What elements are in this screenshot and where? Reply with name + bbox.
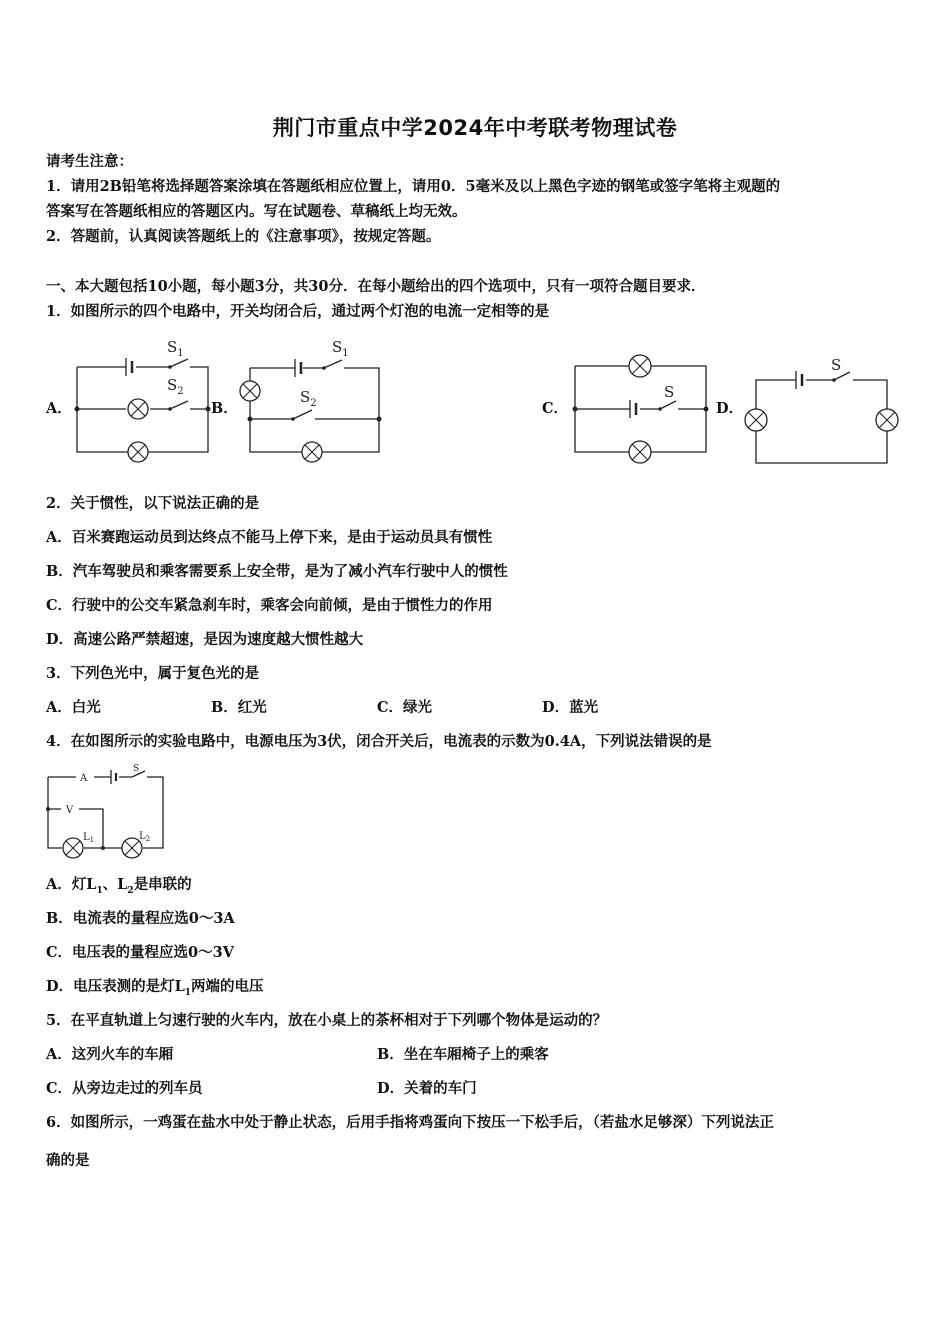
q3-option-d: D．蓝光 bbox=[542, 699, 599, 716]
q3-option-c: C．绿光 bbox=[377, 699, 433, 716]
notice-line-1: 1．请用2B铅笔将选择题答案涂填在答题纸相应位置上，请用0．5毫米及以上黑色字迹的钢笔或签字笔将主观题的 bbox=[46, 178, 781, 195]
lamp-icon bbox=[302, 442, 322, 462]
circuit-a-diagram bbox=[60, 330, 220, 470]
switch-s-label: S bbox=[831, 356, 842, 374]
switch-s1-label: $S_1$ bbox=[167, 338, 184, 359]
lamp-icon bbox=[629, 441, 651, 463]
q3-option-b: B．红光 bbox=[211, 699, 267, 716]
q1-stem: 1．如图所示的四个电路中，开关均闭合后，通过两个灯泡的电流一定相等的是 bbox=[46, 303, 550, 320]
notice-line-2: 答案写在答题纸相应的答题区内。写在试题卷、草稿纸上均无效。 bbox=[46, 203, 467, 220]
q5-option-a: A．这列火车的车厢 bbox=[46, 1046, 174, 1063]
q2-option-d: D．高速公路严禁超速，是因为速度越大惯性越大 bbox=[46, 631, 364, 648]
notice-heading: 请考生注意： bbox=[46, 153, 133, 170]
section-heading: 一、本大题包括10小题，每小题3分，共30分．在每小题给出的四个选项中，只有一项符合题目要求． bbox=[46, 278, 706, 295]
circuit-b-diagram bbox=[236, 330, 396, 470]
q2-stem: 2．关于惯性，以下说法正确的是 bbox=[46, 495, 260, 512]
circuit-q4-diagram bbox=[40, 762, 180, 862]
lamp-icon bbox=[63, 838, 83, 858]
lamp-icon bbox=[745, 409, 767, 431]
q2-option-a: A．百米赛跑运动员到达终点不能马上停下来，是由于运动员具有惯性 bbox=[46, 529, 493, 546]
lamp-icon bbox=[128, 442, 148, 462]
notice-line-3: 2．答题前，认真阅读答题纸上的《注意事项》，按规定答题。 bbox=[46, 228, 441, 245]
ammeter-label: A bbox=[80, 773, 88, 784]
q4-option-d: D．电压表测的是灯$L_1$两端的电压 bbox=[46, 978, 264, 998]
lamp-icon bbox=[876, 409, 898, 431]
q5-option-b: B．坐在车厢椅子上的乘客 bbox=[377, 1046, 549, 1063]
q1-label-d: D． bbox=[716, 400, 744, 417]
q3-stem: 3．下列色光中，属于复色光的是 bbox=[46, 665, 260, 682]
circuit-c-diagram bbox=[560, 345, 720, 470]
q1-label-a: A． bbox=[46, 400, 72, 417]
lamp-icon bbox=[629, 355, 651, 377]
circuit-d-diagram bbox=[740, 350, 910, 470]
q4-stem: 4．在如图所示的实验电路中，电源电压为3伏，闭合开关后，电流表的示数为0.4A，下列说法错误的是 bbox=[46, 733, 712, 750]
lamp-l1-label: $L_1$ bbox=[83, 832, 95, 844]
switch-s-label: S bbox=[664, 383, 675, 401]
voltmeter-label: V bbox=[66, 805, 74, 816]
q3-option-a: A．白光 bbox=[46, 699, 101, 716]
q6-stem-line-1: 6．如图所示，一鸡蛋在盐水中处于静止状态，后用手指将鸡蛋向下按压一下松手后，（若盐水足够深）下列说法正 bbox=[46, 1114, 774, 1131]
switch-s2-label: $S_2$ bbox=[300, 388, 317, 409]
lamp-l2-label: $L_2$ bbox=[139, 831, 151, 843]
lamp-icon bbox=[240, 381, 260, 401]
q5-option-d: D．关着的车门 bbox=[377, 1080, 477, 1097]
lamp-icon bbox=[128, 399, 148, 419]
q1-label-b: B． bbox=[211, 400, 238, 417]
page-title: 荆门市重点中学2024年中考联考物理试卷 bbox=[272, 116, 678, 140]
q5-stem: 5．在平直轨道上匀速行驶的火车内，放在小桌上的茶杯相对于下列哪个物体是运动的？ bbox=[46, 1012, 608, 1029]
switch-s2-label: $S_2$ bbox=[167, 376, 184, 397]
switch-s-label: S bbox=[133, 764, 140, 774]
q4-option-c: C．电压表的量程应选0～3V bbox=[46, 944, 234, 961]
q2-option-c: C．行驶中的公交车紧急刹车时，乘客会向前倾，是由于惯性力的作用 bbox=[46, 597, 493, 614]
q5-option-c: C．从旁边走过的列车员 bbox=[46, 1080, 203, 1097]
q2-option-b: B．汽车驾驶员和乘客需要系上安全带，是为了减小汽车行驶中人的惯性 bbox=[46, 563, 508, 580]
q1-label-c: C． bbox=[542, 400, 569, 417]
q6-stem-line-2: 确的是 bbox=[46, 1152, 90, 1169]
q4-option-a: A．灯$L_1$、$L_2$是串联的 bbox=[46, 876, 192, 896]
switch-s1-label: $S_1$ bbox=[332, 338, 349, 359]
q4-option-b: B．电流表的量程应选0～3A bbox=[46, 910, 235, 927]
